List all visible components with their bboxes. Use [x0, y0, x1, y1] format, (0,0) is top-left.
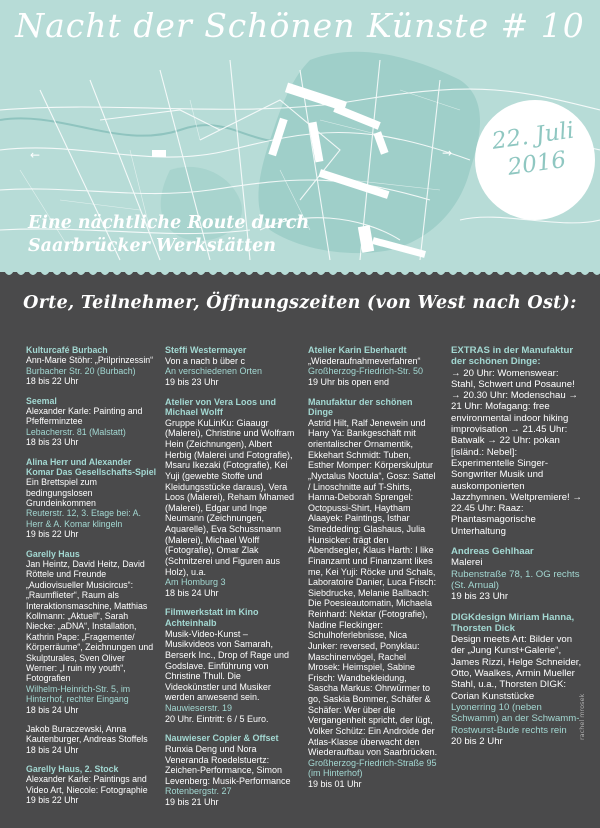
poster-title: Nacht der Schönen Künste # 10: [15, 6, 585, 45]
venue-address: An verschiedenen Orten: [165, 366, 263, 377]
venue-hours: 18 bis 23 Uhr: [26, 437, 79, 448]
venue-title: Garelly Haus, 2. Stock: [26, 764, 119, 775]
venue-participants: „Wiederaufnahmeverfahren“: [308, 355, 421, 366]
venue-address: Rubenstraße 78, 1. OG rechts (St. Arnual): [451, 568, 580, 591]
venue-hours: 18 bis 24 Uhr: [26, 704, 79, 715]
venue-entry: [26, 549, 158, 715]
venue-participants: Alexander Karle: Paintings and Video Art, Niecole: Fotographie: [26, 774, 148, 795]
venue-address: Am Homburg 3: [165, 577, 226, 588]
venue-title: Nauwieser Copier & Offset: [165, 733, 279, 744]
venue-entry: [165, 607, 297, 724]
venue-title: Alina Herr und Alexander Komar Das Gesellschafts-Spiel: [26, 456, 157, 477]
venue-entry: [308, 397, 438, 790]
date-day: 22. Juli: [490, 117, 576, 155]
venue-title: EXTRAS in der Manufaktur der schönen Dinge:: [451, 345, 574, 368]
venue-entry: [26, 345, 158, 387]
venue-title: Andreas Gehlhaar: [451, 546, 534, 558]
map-label: [152, 150, 166, 157]
venue-address: Großherzog-Friedrich-Straße 95 (im Hinterhof): [308, 757, 437, 779]
venue-entry: [26, 764, 158, 806]
venue-address: Großherzog-Friedrich-Str. 50: [308, 366, 424, 377]
column-3: [308, 345, 438, 799]
venue-participants: Gruppe KuLinKu: Giaaugr (Malerei), Christine und Wolfram Hein (Zeichnungen), Albert Herbig (Malerei und Fotografie), Msaru Ikezaki (Fotografie), Kei Yuji (gewebte Stoffe und Kleidungsstücke daraus), Vera Loos (Malerei), Reham Mhamed (Malerei), Edgar und Inge Neumann (Zeichnungen, Aquarelle), Eva Schussmann (Malerei), Michael Wolff (Fotografie), Omar Zlak (Schnitzerei und Figuren aus Holz), u.a.: [165, 417, 295, 577]
venue-hours: 19 bis 01 Uhr: [308, 779, 362, 789]
venue-participants: → 20 Uhr: Womenswear: Stahl, Schwert und Posaune! → 20.30 Uhr: Modenschau → 21 Uhr: Mofagang: free environmental indoor hiking improvisation → 21.45 Uhr: Batwalk → 22 Uhr: pokan [isländ.: Nebel]: Experimentelle Singer-Songwriter Musik und auskomponierten Jazzhymnen. Weltpremiere! → 22.45 Uhr: Raaz: Phantasmagorische Unterhaltung: [451, 367, 582, 537]
venue-address: Reuterstr. 12, 3. Etage bei: A. Herr & A. Komar klingeln: [26, 508, 141, 529]
venue-title: DIGKdesign Miriam Hanna, Thorsten Dick: [451, 611, 575, 634]
venue-hours: 18 bis 24 Uhr: [26, 744, 79, 755]
venue-participants: Design meets Art: Bilder von der „Jung Kunst+Galerie“, James Rizzi, Helge Schneider, Otto, Waalkes, Armin Mueller Stahl, u.a., Thorsten DIGK: Corian Kunststücke: [451, 634, 582, 702]
arrow-right-icon: →: [442, 146, 453, 160]
date-year: 2016: [506, 146, 568, 181]
venue-participants: Alexander Karle: Painting and Pfefferminztee: [26, 405, 143, 427]
venue-entry: [451, 345, 583, 537]
venue-entry: [26, 724, 158, 755]
venue-entry: [308, 345, 438, 388]
venue-hours: 19 bis 22 Uhr: [26, 795, 79, 806]
venue-entry: [26, 396, 158, 448]
subtitle: [28, 212, 309, 258]
venue-participants: Jakob Buraczewski, Anna Kautenburger, Andreas Stoffels: [26, 723, 148, 745]
venue-title: Seemal: [26, 395, 57, 406]
venue-participants: Astrid Hilt, Ralf Jenewein und Hany Ya: Bankgeschäft mit orientalischer Ornamentik, Ekkehart Schmidt: Tuben, Esther Momper: Körperskulptur „Nyctalus Noctula“, Gosz: Sattel / Linoschnitte auf T-Shirts, Hanna-Deborah Sprengel: Octopussi-Shirt, Haytham Alaayek: Paintings, Isthar Smeddeding: Glashaus, Julia Hunsicker: trägt den Abendsegler, Klaus Harth: I like Finanzamt und Finanzamt likes me, Kei Yuji: Röcke und Schals, Laboratoire Danier, Luca Frisch: Siebdrucke, Melanie Ballbach: Die Poesieautomatin, Michaela Reinhard: Nektar (Fotografie), Nadine Fleckinger: Schulhoferlebnisse, Nica Junker: reversed, Ponyklau: Maschinenvögel, Rachel Mrosek: Heimspiel, Sabine Frisch: Wandbekleidung, Sascha Markus: Ohrwürmer to go, Saskia Bommer, Schäfer & Schäfer: Wer über die Vergangenheit spricht, der lügt, Volker Schütz: Ein Androide der Atlas-Klasse überwacht den Wiederaufbau von Saarbrücken.: [308, 417, 438, 758]
venue-address: Nauwieserstr. 19: [165, 703, 233, 713]
venue-hours: 18 bis 24 Uhr: [165, 587, 219, 598]
venue-title: Garelly Haus: [26, 548, 80, 559]
venue-participants: Malerei: [451, 557, 483, 569]
artist-credit: rachel mrosek: [578, 693, 586, 740]
venue-participants: Ann-Marie Stöhr: „Prilprinzessin“: [26, 355, 154, 366]
venue-title: Steffi Westermayer: [165, 345, 247, 355]
venue-hours: 19 bis 23 Uhr: [451, 591, 509, 603]
venue-participants: Jan Heintz, David Heitz, David Röttele und Freunde „Audiovisueller Musicircus“: „Raumflieter“, Raum als Interaktionsmaschine, Matthias Kollmann: „Aktuell“, Sarah Niecke: „aDNA“, Installation, Kathrin Pape: „Fragemente/ Körperräume“, Zeichnungen und Skulpturales, Sven Oliver Werner: „I ruin my youth“, Fotografien: [26, 559, 154, 684]
column-2: [165, 345, 297, 817]
venue-title: Atelier von Vera Loos und Michael Wolff: [165, 396, 277, 418]
arrow-left-icon: ←: [30, 148, 41, 162]
venue-participants: Ein Brettspiel zum bedingungslosen Grundeinkommen: [26, 477, 97, 509]
venue-hours: 19 Uhr bis open end: [308, 376, 390, 387]
venue-entry: [451, 546, 583, 602]
venue-address: Wilhelm-Heinrich-Str. 5, im Hinterhof, rechter Eingang: [26, 683, 131, 705]
wavy-divider: [0, 266, 600, 276]
venue-entry: [26, 457, 158, 540]
venue-address: Rotenbergstr. 27: [165, 786, 232, 797]
date-badge: [475, 100, 595, 220]
venue-entry: [165, 733, 297, 807]
venue-participants: Musik-Video-Kunst – Musikvideos von Samarah, Berserk Inc., Drop of Rage und Godslave. Einführung von Christine Thull. Die Videokünstler und Musiker werden anwesend sein.: [165, 628, 290, 703]
venue-address: Burbacher Str. 20 (Burbach): [26, 365, 136, 376]
venue-entry: [451, 612, 583, 748]
venue-address: Lebacherstr. 81 (Malstatt): [26, 426, 126, 437]
column-1: [26, 345, 158, 815]
map-header: [0, 0, 600, 272]
listing-heading: Orte, Teilnehmer, Öffnungszeiten (von West nach Ost):: [23, 293, 577, 313]
venue-participants: Runxia Deng und Nora Veneranda Roedelstuertz: Zeichen-Performance, Simon Levenberg: Musik-Performance: [165, 743, 291, 786]
venue-entry: [165, 397, 297, 599]
venue-hours: 20 bis 2 Uhr: [451, 735, 503, 747]
venue-hours: 19 bis 23 Uhr: [165, 376, 219, 387]
venue-hours: 19 bis 22 Uhr: [26, 529, 79, 540]
venue-hours: 20 Uhr. Eintritt: 6 / 5 Euro.: [165, 713, 269, 724]
venue-entry: [165, 345, 297, 388]
venue-title: Atelier Karin Eberhardt: [308, 345, 407, 355]
venue-address: Lyonerring 10 (neben Schwamm) an der Schwamm-Rostwurst-Bude rechts rein: [451, 701, 580, 736]
venue-hours: 18 bis 22 Uhr: [26, 376, 79, 387]
venue-title: Manufaktur der schönen Dinge: [308, 396, 413, 418]
subtitle-line-1: Eine nächtliche Route durch: [28, 213, 310, 233]
venue-hours: 19 bis 21 Uhr: [165, 797, 219, 807]
column-4: [451, 345, 583, 756]
subtitle-line-2: Saarbrücker Werkstätten: [28, 236, 276, 256]
venue-title: Filmwerkstatt im Kino Achteinhalb: [165, 607, 259, 628]
venue-title: Kulturcafé Burbach: [26, 345, 108, 355]
venue-participants: Von a nach b über c: [165, 355, 246, 366]
